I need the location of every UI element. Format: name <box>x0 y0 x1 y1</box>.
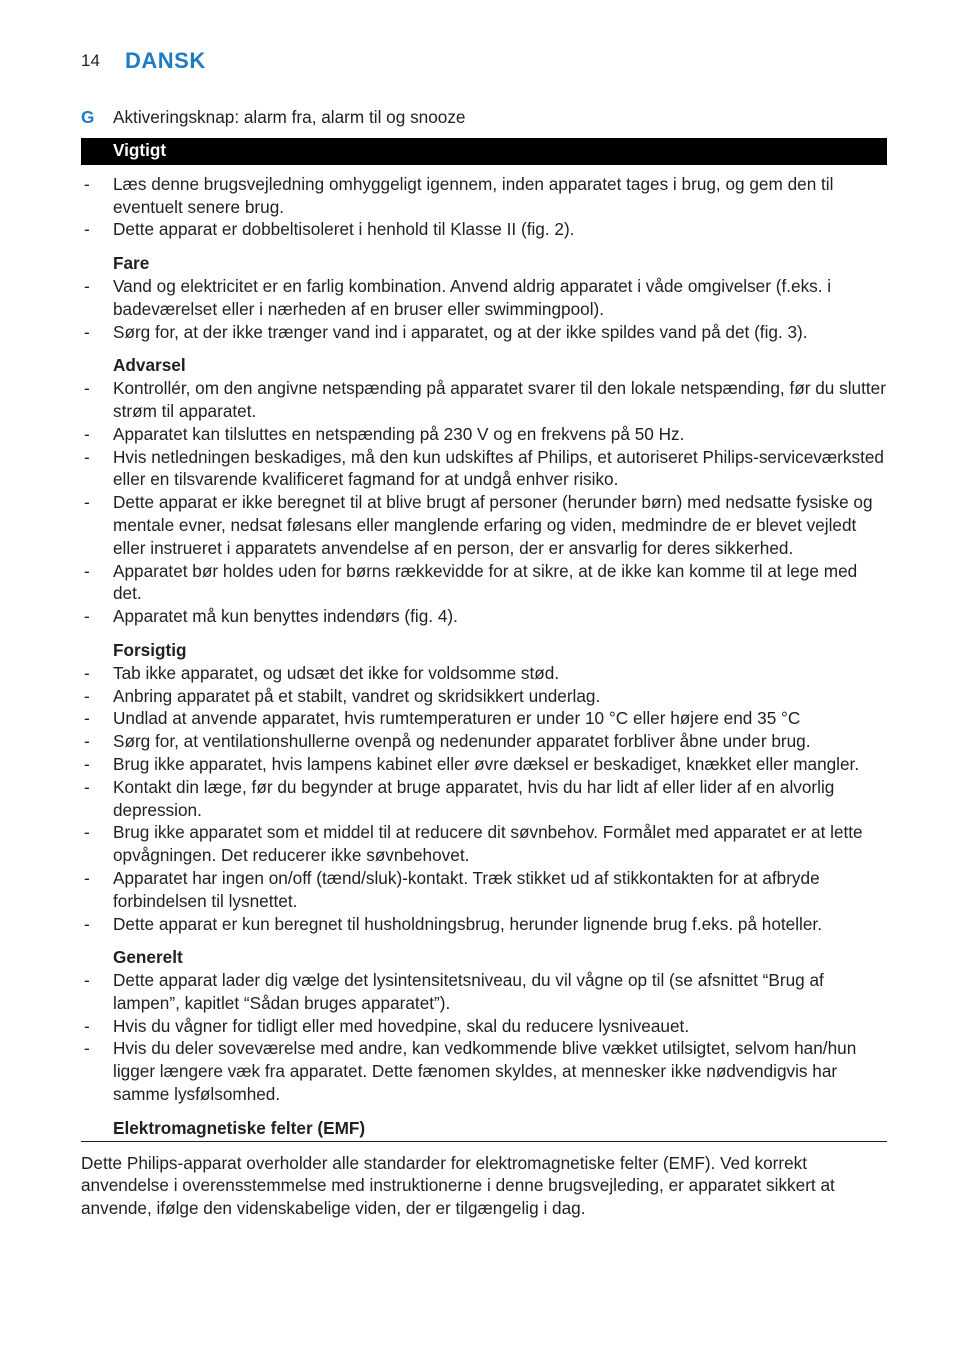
page-header <box>81 44 206 78</box>
list-item-text: Læs denne brugsvejledning omhyggeligt igennem, inden apparatet tages i brug, og gem den til eventuelt senere brug. <box>113 173 834 217</box>
list-item-text: Dette apparat er ikke beregnet til at blive brugt af personer (herunder børn) med nedsatte fysiske og mentale evner, nedsat følesans eller manglende erfaring og viden, medmindre de er blevet vejledt eller instrueret i apparatets anvendelse af en person, der er ansvarlig for deres sikkerhed. <box>113 492 873 558</box>
advarsel-list <box>81 377 887 628</box>
list-item-text: Apparatet må kun benyttes indendørs (fig. 4). <box>113 606 458 627</box>
list-item <box>81 1037 887 1105</box>
intro-letter: G <box>81 107 95 127</box>
intro-line <box>81 106 887 129</box>
fare-list <box>81 275 887 343</box>
fare-heading: Fare <box>113 253 150 274</box>
list-item <box>81 275 887 321</box>
list-item <box>81 730 887 753</box>
list-item <box>81 218 887 241</box>
dash-marker: - <box>84 275 90 296</box>
list-item <box>81 446 887 492</box>
list-item <box>81 821 887 867</box>
dash-marker: - <box>84 662 90 683</box>
list-item <box>81 867 887 913</box>
list-item-text: Vand og elektricitet er en farlig kombination. Anvend aldrig apparatet i våde omgivelser (f.eks. i badeværelset eller i nærheden af en bruser eller swimmingpool). <box>113 275 832 319</box>
list-item <box>81 753 887 776</box>
dash-marker: - <box>84 446 90 467</box>
list-item-text: Apparatet bør holdes uden for børns rækkevidde for at sikre, at de ikke kan komme til at lege med det. <box>113 560 858 604</box>
list-item-text: Undlad at anvende apparatet, hvis rumtemperaturen er under 10 °C eller højere end 35 °C <box>113 708 801 729</box>
dash-marker: - <box>84 492 90 513</box>
list-item-text: Sørg for, at der ikke trænger vand ind i apparatet, og at der ikke spildes vand på det (fig. 3). <box>113 321 808 342</box>
list-item <box>81 423 887 446</box>
vigtigt-list <box>81 173 887 241</box>
intro-text: Aktiveringsknap: alarm fra, alarm til og snooze <box>113 107 466 127</box>
list-item <box>81 491 887 559</box>
list-item-text: Sørg for, at ventilationshullerne ovenpå og nedenunder apparatet forbliver åbne under brug. <box>113 731 811 752</box>
emf-paragraph: Dette Philips-apparat overholder alle standarder for elektromagnetiske felter (EMF). Ved korrekt anvendelse i overensstemmelse med instruktionerne i denne brugsvejleding, er apparatet sikkert at anvende, ifølge den videnskabelige viden, der er tilgængelig i dag. <box>81 1152 835 1219</box>
list-item <box>81 605 887 628</box>
page-number: 14 <box>81 51 100 70</box>
emf-heading: Elektromagnetiske felter (EMF) <box>81 1117 887 1142</box>
dash-marker: - <box>84 822 90 843</box>
dash-marker: - <box>84 1038 90 1059</box>
list-item <box>81 662 887 685</box>
list-item-text: Hvis du vågner for tidligt eller med hovedpine, skal du reducere lysniveauet. <box>113 1015 690 1036</box>
generelt-list <box>81 969 887 1106</box>
list-item-text: Kontakt din læge, før du begynder at bruge apparatet, hvis du har lidt af eller lider af en alvorlig depression. <box>113 776 835 820</box>
dash-marker: - <box>84 560 90 581</box>
dash-marker: - <box>84 219 90 240</box>
dash-marker: - <box>84 606 90 627</box>
list-item-text: Apparatet har ingen on/off (tænd/sluk)-kontakt. Træk stikket ud af stikkontakten for at afbryde forbindelsen til lysnettet. <box>113 867 820 911</box>
dash-marker: - <box>84 708 90 729</box>
dash-marker: - <box>84 753 90 774</box>
list-item-text: Hvis netledningen beskadiges, må den kun udskiftes af Philips, et autoriseret Philips-serviceværksted eller en tilsvarende kvalificeret fagmand for at undgå enhver risiko. <box>113 446 884 490</box>
list-item-text: Kontrollér, om den angivne netspænding på apparatet svarer til den lokale netspænding, før du slutter strøm til apparatet. <box>113 378 886 421</box>
list-item <box>81 321 887 344</box>
list-item-text: Dette apparat er dobbeltisoleret i henhold til Klasse II (fig. 2). <box>113 219 575 240</box>
list-item-text: Apparatet kan tilsluttes en netspænding på 230 V og en frekvens på 50 Hz. <box>113 423 685 444</box>
list-item <box>81 1015 887 1038</box>
list-item-text: Dette apparat er kun beregnet til husholdningsbrug, herunder lignende brug f.eks. på hoteller. <box>113 913 822 934</box>
dash-marker: - <box>84 321 90 342</box>
list-item-text: Dette apparat lader dig vælge det lysintensitetsniveau, du vil vågne op til (se afsnittet “Brug af lampen”, kapitlet “Sådan bruges apparatet”). <box>113 970 824 1013</box>
list-item <box>81 685 887 708</box>
forsigtig-list <box>81 662 887 936</box>
dash-marker: - <box>84 776 90 797</box>
list-item <box>81 913 887 936</box>
dash-marker: - <box>84 731 90 752</box>
list-item <box>81 560 887 606</box>
dash-marker: - <box>84 913 90 934</box>
dash-marker: - <box>84 378 90 399</box>
list-item <box>81 969 887 1015</box>
dash-marker: - <box>84 685 90 706</box>
list-item-text: Brug ikke apparatet som et middel til at reducere dit søvnbehov. Formålet med apparatet er at lette opvågningen. Det reducerer ikke søvnbehovet. <box>113 822 863 866</box>
list-item-text: Hvis du deler soveværelse med andre, kan vedkommende blive vækket utilsigtet, selvom han/hun ligger længere væk fra apparatet. Dette fænomen skyldes, at mennesker ikke nødvendigvis har samme lysfølsomhed. <box>113 1038 857 1105</box>
dash-marker: - <box>84 423 90 444</box>
dash-marker: - <box>84 867 90 888</box>
list-item <box>81 776 887 822</box>
dash-marker: - <box>84 1015 90 1036</box>
list-item <box>81 707 887 730</box>
list-item-text: Brug ikke apparatet, hvis lampens kabinet eller øvre dæksel er beskadiget, knækket eller mangler. <box>113 753 860 774</box>
generelt-heading: Generelt <box>113 947 183 968</box>
list-item-text: Anbring apparatet på et stabilt, vandret og skridsikkert underlag. <box>113 685 601 706</box>
dash-marker: - <box>84 173 90 194</box>
section-title-bar: Vigtigt <box>81 138 887 165</box>
list-item-text: Tab ikke apparatet, og udsæt det ikke for voldsomme stød. <box>113 662 560 683</box>
list-item <box>81 173 887 219</box>
document-body <box>81 106 887 1220</box>
list-item <box>81 377 887 423</box>
advarsel-heading: Advarsel <box>113 355 186 376</box>
language-title: DANSK <box>125 48 206 73</box>
dash-marker: - <box>84 970 90 991</box>
forsigtig-heading: Forsigtig <box>113 639 187 660</box>
